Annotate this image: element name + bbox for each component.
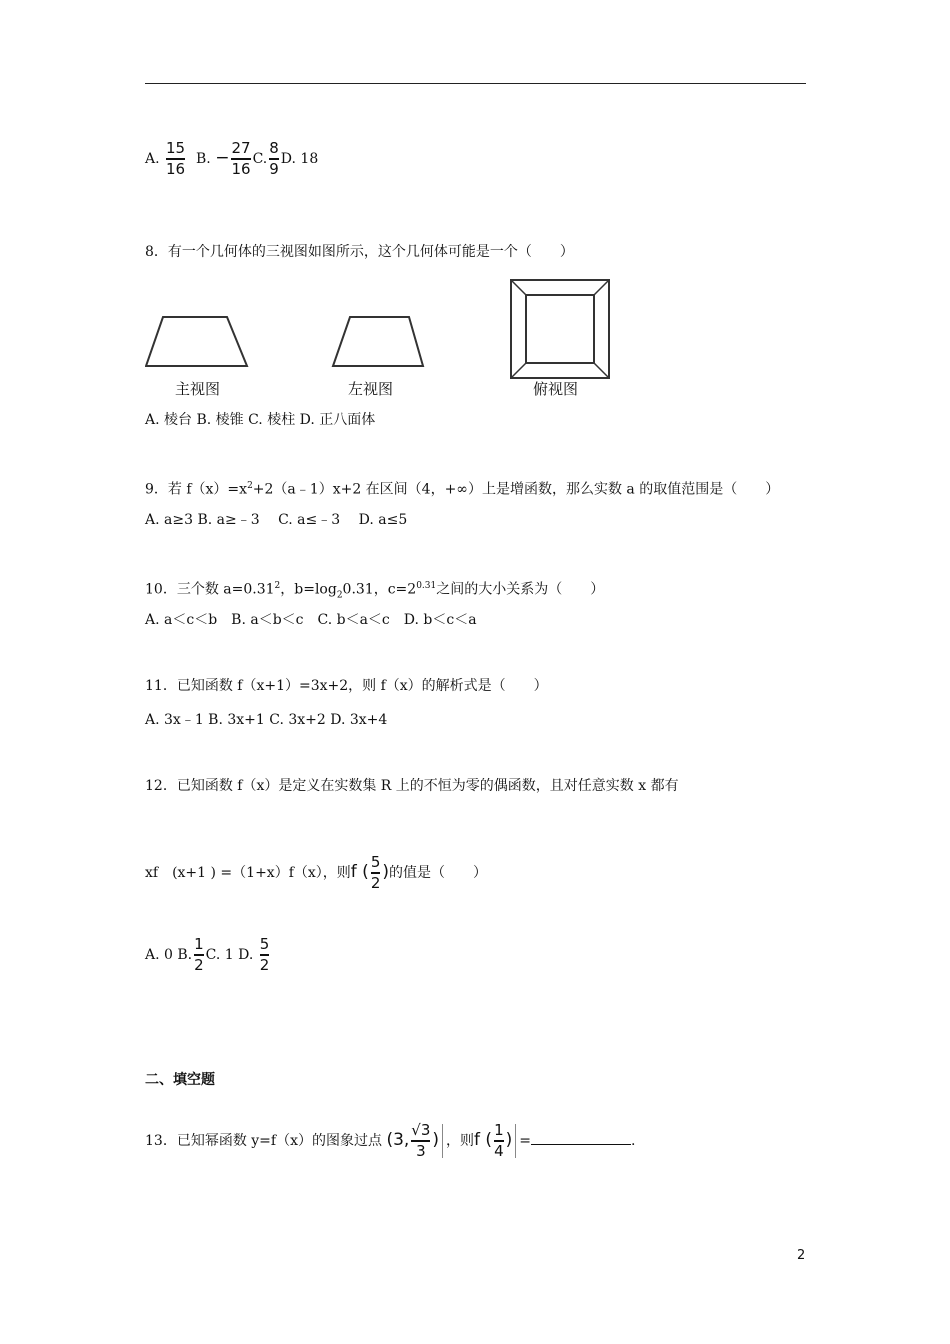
top-view-edge bbox=[594, 280, 609, 295]
q7-options bbox=[145, 140, 318, 178]
q10-options: A. a＜c＜b B. a＜b＜c C. b＜a＜c D. b＜c＜a bbox=[145, 612, 477, 628]
top-view-label: 俯视图 bbox=[533, 380, 579, 398]
q11-options: A. 3x﹣1 B. 3x+1 C. 3x+2 D. 3x+4 bbox=[145, 712, 388, 728]
q7-option-d-label: D. 18 bbox=[280, 150, 319, 167]
top-view-inner-square bbox=[526, 295, 594, 363]
q7-option-b-sign: − bbox=[215, 147, 230, 168]
top-view-edge bbox=[511, 280, 526, 295]
q8-options: A. 棱台 B. 棱锥 C. 棱柱 D. 正八面体 bbox=[145, 412, 376, 428]
q9-stem: 9．若 $f(x)=x^2+2(a﹣1)x+2$ 在区间（4，+∞）上是增函数，那么实数 a 的取值范围是（ ） bbox=[145, 481, 780, 498]
top-view-edge bbox=[511, 363, 526, 378]
q7-option-a-label: A. bbox=[145, 150, 160, 167]
top-view-edge bbox=[594, 363, 609, 378]
front-view-label: 主视图 bbox=[175, 380, 221, 398]
q12-f-label: f ( bbox=[350, 862, 369, 882]
q9-options: A. a≥3 B. a≥﹣3 C. a≤﹣3 D. a≤5 bbox=[145, 512, 408, 528]
answer-blank[interactable] bbox=[531, 1130, 631, 1145]
q13-point-fraction: $\frac{√3}{3}$ bbox=[411, 1121, 431, 1160]
q8-stem: 8．有一个几何体的三视图如图所示，这个几何体可能是一个（ ） bbox=[145, 244, 574, 260]
q7-option-b-fraction: $\frac{27}{16}$ bbox=[231, 139, 251, 178]
q13-stem: 13．已知幂函数 y=f（x）的图象过点 (3, $\frac{√3}{3}$ ) ，则f ( $\frac{1}{4}$ ) = . bbox=[145, 1121, 636, 1160]
header-rule bbox=[145, 83, 806, 84]
side-view-trapezoid bbox=[333, 317, 423, 366]
q7-option-b-label: B. bbox=[196, 150, 211, 167]
q7-option-c-label: C. bbox=[252, 150, 268, 167]
q7-option-a-fraction: $\frac{15}{16}$ bbox=[166, 139, 186, 178]
q12-options: A. 0 B. $\frac{1}{2}$ C. 1 D. $\frac{5}{2}$ bbox=[145, 935, 270, 974]
q12-line2: xf (x+1 ) =（1+x）f（x），则f ( $\frac{5}{2}$ )的值是（ ） bbox=[145, 853, 487, 892]
q10-stem: 10．三个数 $a=0.31^2$，$b=\log_20.31$，$c=2^{0.31}$之间的大小关系为（ ） bbox=[145, 581, 605, 601]
front-view-trapezoid bbox=[146, 317, 247, 366]
q7-option-c-fraction: $\frac{8}{9}$ bbox=[269, 139, 279, 178]
section-title: 二、填空题 bbox=[145, 1072, 215, 1088]
q13-f-fraction: $\frac{1}{4}$ bbox=[494, 1121, 504, 1160]
q12-option-b-fraction: $\frac{1}{2}$ bbox=[194, 935, 204, 974]
side-view-label: 左视图 bbox=[348, 380, 394, 398]
q12-stem: 12．已知函数 f（x）是定义在实数集 R 上的不恒为零的偶函数，且对任意实数 x 都有 bbox=[145, 778, 679, 794]
q12-option-d-fraction: $\frac{5}{2}$ bbox=[259, 935, 270, 974]
q11-stem: 11．已知函数 f（x+1）=3x+2，则 f（x）的解析式是（ ） bbox=[145, 678, 548, 694]
q12-f-fraction: $\frac{5}{2}$ bbox=[370, 853, 381, 892]
page-number: 2 bbox=[797, 1248, 806, 1263]
three-view-figure bbox=[145, 278, 615, 402]
